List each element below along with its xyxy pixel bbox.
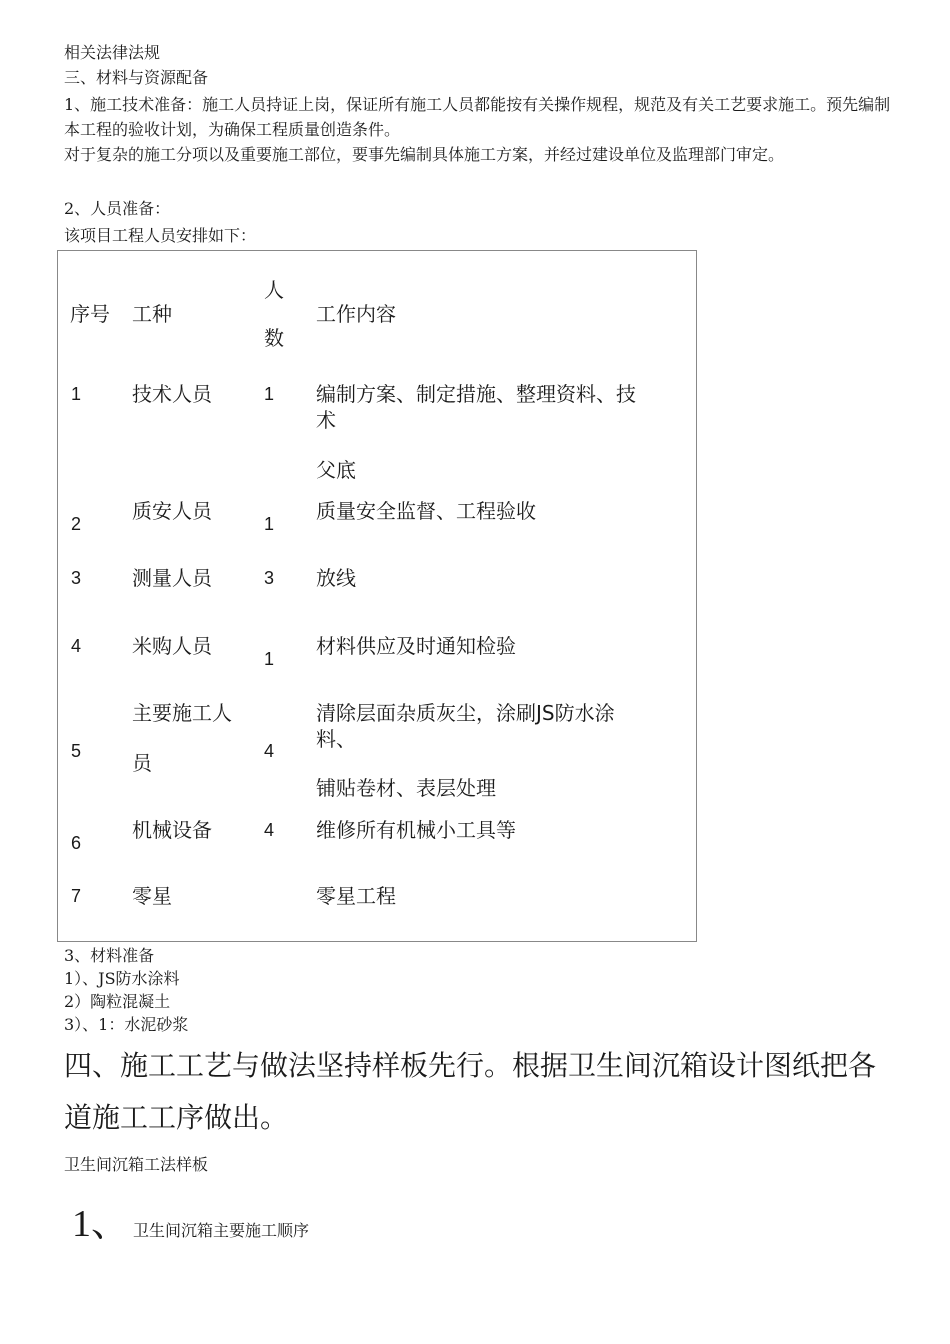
table-row-2-no: 2 xyxy=(71,514,82,534)
paragraph-technical-prep: 1、施工技术准备：施工人员持证上岗，保证所有施工人员都能按有关操作规程，规范及有关工艺要求施工。预先编制本工程的验收计划，为确保工程质量创造条件。 xyxy=(64,95,891,139)
table-row-3-work: 放线 xyxy=(316,566,356,590)
table-row-6-work: 维修所有机械小工具等 xyxy=(316,818,516,842)
table-row-7-type: 零星 xyxy=(132,884,172,908)
text-staff-arrangement: 该项目工程人员安排如下： xyxy=(64,226,257,245)
step-1-heading xyxy=(72,1192,309,1247)
table-row-5-type-2: 员 xyxy=(132,751,152,775)
section-4-subtitle: 卫生间沉箱工法样板 xyxy=(64,1155,209,1174)
header-type: 工种 xyxy=(132,302,172,326)
table-row-2-work: 质量安全监督、工程验收 xyxy=(316,499,536,523)
table-row-5-count: 4 xyxy=(264,741,275,761)
table-row-3-count: 3 xyxy=(264,568,275,588)
text-related-laws: 相关法律法规 xyxy=(64,43,161,62)
table-row-7-work: 零星工程 xyxy=(316,884,396,908)
table-row-7-no: 7 xyxy=(71,886,82,906)
table-row-6-count: 4 xyxy=(264,820,275,840)
table-row-5-type-1: 主要施工人 xyxy=(132,701,232,725)
table-row-4-work: 材料供应及时通知检验 xyxy=(316,634,516,658)
table-row-1-type: 技术人员 xyxy=(132,382,212,406)
table-row-1-work-3: 父底 xyxy=(316,458,356,482)
table-row-6-no: 6 xyxy=(71,833,82,853)
table-row-4-no: 4 xyxy=(71,636,82,656)
table-row-5-no: 5 xyxy=(71,741,82,761)
step-1-text: 卫生间沉箱主要施工顺序 xyxy=(133,1221,310,1240)
section-heading-materials-resources: 三、材料与资源配备 xyxy=(64,68,209,87)
table-row-6-type: 机械设备 xyxy=(132,818,212,842)
table-row-4-type: 米购人员 xyxy=(132,634,212,658)
header-count-1: 人 xyxy=(264,278,284,302)
table-row-1-work-1: 编制方案、制定措施、整理资料、技 xyxy=(316,382,636,406)
text-staff-prep: 2、人员准备： xyxy=(64,199,171,218)
header-no: 序号 xyxy=(70,302,110,326)
table-row-1-no: 1 xyxy=(71,384,82,404)
materials-item-1: 1）、JS防水涂料 xyxy=(64,969,180,988)
header-count-2: 数 xyxy=(264,326,284,350)
paragraph-complex-items: 对于复杂的施工分项以及重要施工部位，要事先编制具体施工方案，并经过建设单位及监理部门审定。 xyxy=(64,145,785,164)
table-row-3-type: 测量人员 xyxy=(132,566,212,590)
materials-item-2: 2）陶粒混凝土 xyxy=(64,992,171,1011)
section-4-heading: 四、施工工艺与做法坚持样板先行。根据卫生间沉箱设计图纸把各道施工工序做出。 xyxy=(64,1049,877,1134)
table-row-2-type: 质安人员 xyxy=(132,499,212,523)
table-row-5-work-1: 清除层面杂质灰尘，涂刷JS防水涂 xyxy=(316,701,615,725)
table-row-5-work-3: 铺贴卷材、表层处理 xyxy=(316,776,496,800)
table-row-4-count: 1 xyxy=(264,649,275,669)
header-work: 工作内容 xyxy=(316,302,396,326)
staff-table xyxy=(57,250,697,942)
step-1-number: 1、 xyxy=(72,1203,130,1245)
table-row-1-work-2: 术 xyxy=(316,408,336,432)
materials-item-3: 3）、1：水泥砂浆 xyxy=(64,1015,189,1034)
table-row-2-count: 1 xyxy=(264,514,275,534)
table-row-3-no: 3 xyxy=(71,568,82,588)
materials-title: 3、材料准备 xyxy=(64,946,155,965)
table-row-1-count: 1 xyxy=(264,384,275,404)
table-row-5-work-2: 料、 xyxy=(316,727,356,751)
